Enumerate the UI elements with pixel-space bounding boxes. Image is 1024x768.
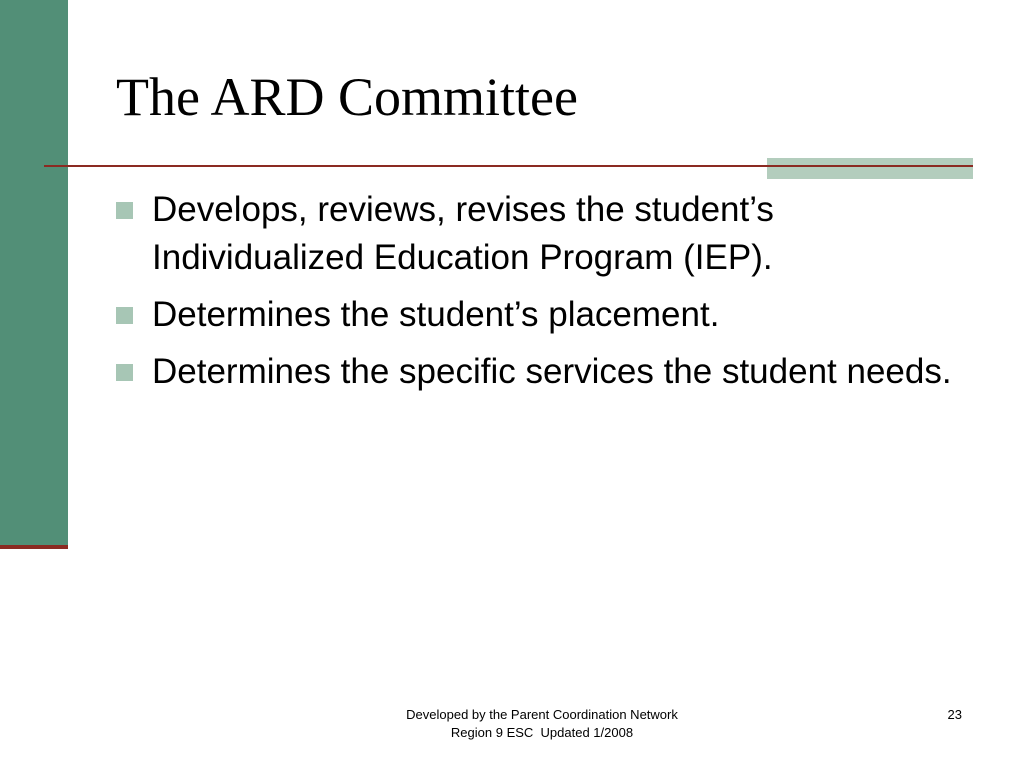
title-accent-stripes: [767, 158, 973, 179]
accent-stripe-bottom: [767, 167, 973, 179]
bullet-item: [116, 291, 976, 339]
bullet-item: [116, 186, 976, 282]
bullet-list: [116, 186, 976, 405]
page-number: 23: [947, 707, 962, 722]
square-bullet-icon: [116, 202, 133, 219]
bullet-text: Develops, reviews, revises the student’s Individualized Education Program (IEP).: [152, 190, 774, 277]
square-bullet-icon: [116, 364, 133, 381]
footer-line-1: Developed by the Parent Coordination Network: [406, 707, 678, 722]
square-bullet-icon: [116, 307, 133, 324]
bullet-text: Determines the specific services the student needs.: [152, 352, 952, 391]
accent-stripe-top: [767, 158, 973, 165]
slide-title: The ARD Committee: [116, 67, 578, 127]
slide-footer: [340, 706, 744, 742]
footer-line-2: Region 9 ESC Updated 1/2008: [450, 725, 634, 740]
side-accent-underline: [0, 545, 68, 549]
side-accent-bar: [0, 0, 68, 545]
bullet-item: [116, 348, 976, 396]
bullet-text: Determines the student’s placement.: [152, 295, 720, 334]
